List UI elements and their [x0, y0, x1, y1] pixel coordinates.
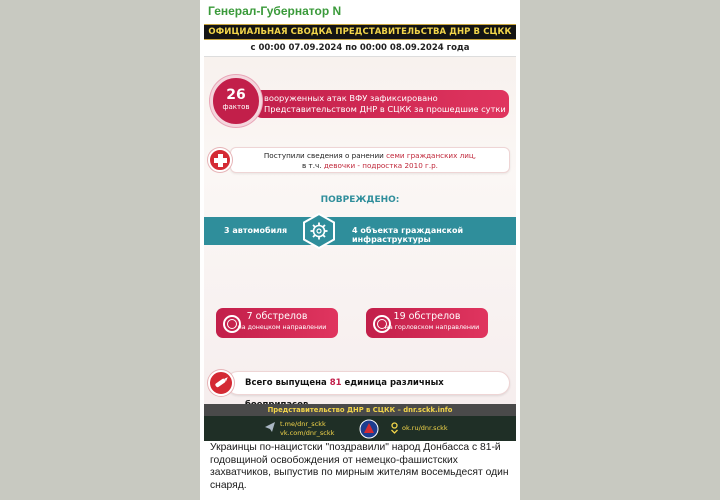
ammo-summary — [226, 371, 510, 395]
shelling-direction: на донецком направлении — [237, 324, 327, 331]
shelling-count: 7 обстрелов — [246, 311, 308, 322]
channel-name[interactable]: Генерал-Губернатор N — [208, 4, 342, 18]
summary-title: ОФИЦИАЛЬНАЯ СВОДКА ПРЕДСТАВИТЕЛЬСТВА ДНР В СЦКК — [204, 24, 516, 40]
shelling-donetsk — [216, 308, 338, 338]
telegram-icon — [264, 421, 276, 433]
ok-link[interactable]: ok.ru/dnr.sckk — [402, 424, 448, 432]
injury-line2-prefix: в т.ч. — [302, 161, 324, 170]
ammo-count: 81 — [329, 378, 342, 388]
attacks-line-1: вооруженных атак ВФУ зафиксировано — [264, 93, 438, 103]
rocket-icon — [208, 370, 234, 396]
ammo-prefix: Всего выпущена — [245, 378, 330, 388]
ok-icon — [390, 422, 399, 434]
attacks-count: 26 — [226, 87, 246, 103]
damaged-infrastructure: 4 объекта гражданской инфраструктуры — [352, 226, 464, 244]
damaged-title: ПОВРЕЖДЕНО: — [320, 195, 400, 205]
post-text: Украинцы по-нацистски "поздравили" народ Донбасса с 81-й годовщиной освобождения от немецко-фашистских захватчиков, выпустив по мирным жителям восемьдесят один снаряд. — [210, 442, 509, 491]
target-icon — [223, 315, 241, 333]
shelling-direction: на горловском направлении — [384, 324, 480, 331]
attacks-banner — [254, 90, 509, 118]
summary-infographic[interactable] — [204, 24, 516, 404]
footer-title[interactable]: Представительство ДНР в СЦКК – dnr.sckk.info — [204, 404, 516, 416]
damaged-band — [204, 217, 516, 245]
medical-cross-icon — [208, 148, 232, 172]
telegram-link[interactable]: t.me/dnr_sckk — [280, 420, 326, 428]
vk-link[interactable]: vk.com/dnr_sckk — [280, 429, 335, 437]
injury-highlight-2: девочки - подростка 2010 г.р. — [323, 161, 438, 170]
shelling-gorlovka — [366, 308, 488, 338]
footer-links — [204, 416, 516, 441]
attacks-count-label: фактов — [222, 103, 250, 111]
attacks-count-badge — [210, 75, 262, 127]
injury-highlight-1: семи гражданских лиц, — [386, 151, 477, 160]
injury-prefix: Поступили сведения о ранении — [263, 151, 387, 160]
ammo-suffix: единица различных — [344, 378, 444, 388]
damaged-vehicles: 3 автомобиля — [224, 226, 288, 235]
injury-notice — [230, 147, 510, 173]
gear-icon — [301, 213, 337, 249]
target-icon — [373, 315, 391, 333]
shelling-count: 19 обстрелов — [393, 311, 461, 322]
emblem-icon — [359, 419, 379, 439]
summary-period: с 00:00 07.09.2024 по 00:00 08.09.2024 года — [204, 40, 516, 57]
telegram-post — [200, 0, 520, 500]
attacks-line-2: Представительством ДНР в СЦКК за прошедшие сутки — [264, 104, 506, 114]
